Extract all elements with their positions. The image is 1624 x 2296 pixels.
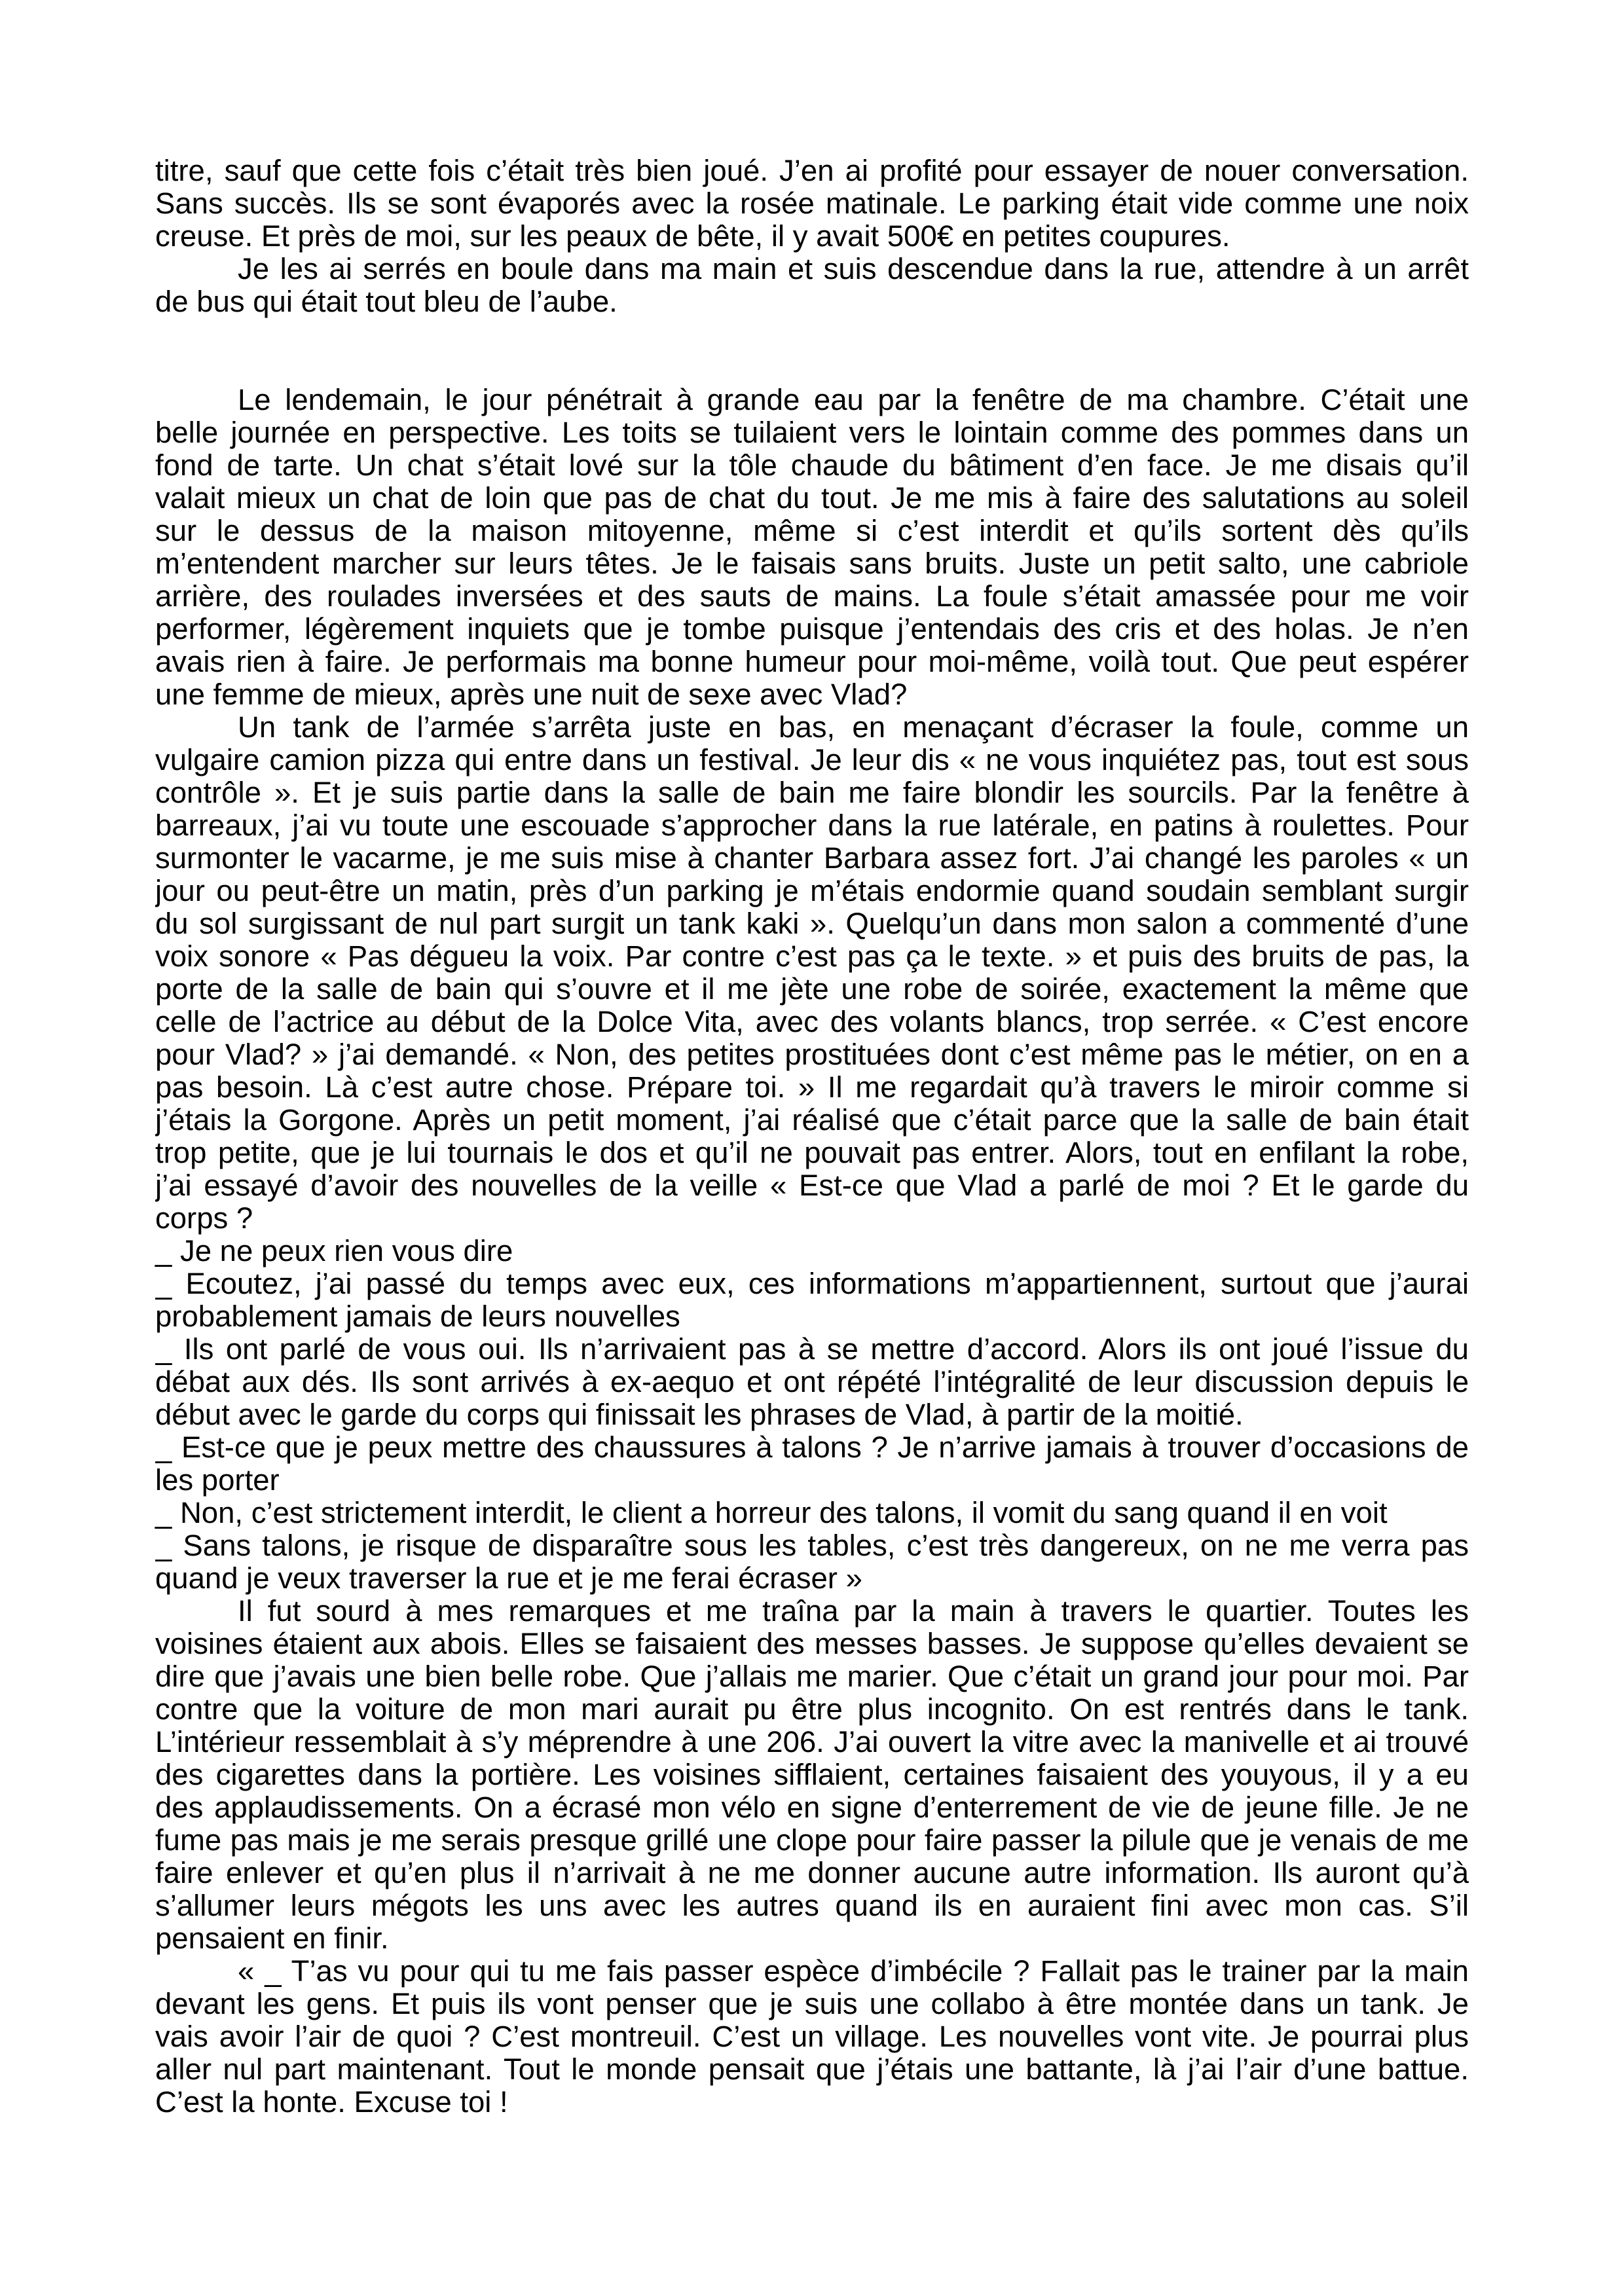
text-line: Le lendemain, le jour pénétrait à grande eau par la fenêtre de ma chambre. C’était une: [238, 384, 1469, 416]
text-line: pas besoin. Là c’est autre chose. Prépare toi. » Il me regardait qu’à travers le miroir comme si: [155, 1071, 1469, 1104]
text-line: creuse. Et près de moi, sur les peaux de bête, il y avait 500€ en petites coupures.: [155, 219, 1230, 253]
text-line: contre que la voiture de mon mari aurait pu être plus incognito. On est rentrés dans le tank.: [155, 1693, 1469, 1726]
text-line: _ Je ne peux rien vous dire: [155, 1234, 513, 1267]
text-line: pour Vlad? » j’ai demandé. « Non, des petites prostituées dont c’est même pas le métier, on en a: [155, 1038, 1469, 1071]
text-line: pensaient en finir.: [155, 1922, 389, 1955]
text-line: barreaux, j’ai vu toute une escouade s’approcher dans la rue latérale, en patins à roulettes. Pour: [155, 809, 1469, 842]
paragraph: [155, 253, 1469, 318]
text-line: devant les gens. Et puis ils vont penser que je suis une collabo à être montée dans un tank. Je: [155, 1988, 1469, 2020]
text-line: _ Ecoutez, j’ai passé du temps avec eux, ces informations m’appartiennent, surtout que j’aurai: [155, 1267, 1469, 1300]
text-line: débat aux dés. Ils sont arrivés à ex-aequo et ont répété l’intégralité de leur discussion depuis le: [155, 1366, 1469, 1398]
text-line: arrière, des roulades inversées et des sauts de mains. La foule s’était amassée pour me voir: [155, 580, 1469, 613]
text-line: _ Est-ce que je peux mettre des chaussures à talons ? Je n’arrive jamais à trouver d’occasions de: [155, 1431, 1469, 1464]
text-line: les porter: [155, 1463, 280, 1497]
text-line: j’étais la Gorgone. Après un petit moment, j’ai réalisé que c’était parce que la salle de bain était: [155, 1104, 1469, 1137]
text-line: belle journée en perspective. Les toits se tuilaient vers le lointain comme des pommes dans un: [155, 416, 1469, 449]
text-line: avais rien à faire. Je performais ma bonne humeur pour moi-même, voilà tout. Que peut espérer: [155, 646, 1469, 678]
text-line: s’allumer leurs mégots les uns avec les autres quand ils en auraient fini avec mon cas. S’il: [155, 1889, 1469, 1922]
text-line: m’entendent marcher sur leurs têtes. Je le faisais sans bruits. Juste un petit salto, une cabriole: [155, 547, 1469, 580]
text-line: vulgaire camion pizza qui entre dans un festival. Je leur dis « ne vous inquiétez pas, tout est sous: [155, 744, 1469, 776]
text-line: performer, légèrement inquiets que je tombe puisque j’entendais des cris et des holas. Je n’en: [155, 613, 1469, 646]
paragraph: [155, 384, 1469, 711]
paragraph: [155, 711, 1469, 1235]
text-line: des cigarettes dans la portière. Les voisines sifflaient, certaines faisaient des youyous, il y a eu: [155, 1758, 1469, 1791]
text-line: valait mieux un chat de loin que pas de chat du tout. Je me mis à faire des salutations au soleil: [155, 482, 1469, 515]
text-line: trop petite, que je lui tournais le dos et qu’il ne pouvait pas entrer. Alors, tout en enfilant la robe,: [155, 1137, 1469, 1169]
dialogue-line: [155, 1235, 1469, 1267]
text-line: du sol surgissant de nul part surgit un tank kaki ». Quelqu’un dans mon salon a commenté d’une: [155, 907, 1469, 940]
text-line: voisines étaient aux abois. Elles se faisaient des messes basses. Je suppose qu’elles devaient se: [155, 1628, 1469, 1660]
paragraph: [155, 1595, 1469, 1955]
text-line: jour ou peut-être un matin, près d’un parking je m’étais endormie quand soudain semblant surgir: [155, 875, 1469, 907]
text-line: probablement jamais de leurs nouvelles: [155, 1300, 680, 1333]
text-line: C’est la honte. Excuse toi !: [155, 2085, 508, 2119]
text-line: _ Ils ont parlé de vous oui. Ils n’arrivaient pas à se mettre d’accord. Alors ils ont joué l’issue du: [155, 1333, 1469, 1366]
text-line: surmonter le vacarme, je me suis mise à chanter Barbara assez fort. J’ai changé les paroles « un: [155, 842, 1469, 875]
text-line: sur le dessus de la maison mitoyenne, même si c’est interdit et qu’ils sortent dès qu’ils: [155, 515, 1469, 547]
text-line: faire enlever et qu’en plus il n’arrivait à ne me donner aucune autre information. Ils auront qu’à: [155, 1857, 1469, 1889]
text-line: celle de l’actrice au début de la Dolce Vita, avec des volants blancs, trop serrée. « C’est encore: [155, 1006, 1469, 1038]
dialogue-line: [155, 1333, 1469, 1431]
text-line: _ Sans talons, je risque de disparaître sous les tables, c’est très dangereux, on ne me verra pas: [155, 1529, 1469, 1562]
text-line: une femme de mieux, après une nuit de sexe avec Vlad?: [155, 678, 908, 711]
document-page: [155, 155, 1469, 2119]
text-line: contrôle ». Et je suis partie dans la salle de bain me faire blondir les sourcils. Par la fenêtre à: [155, 776, 1469, 809]
text-line: corps ?: [155, 1201, 253, 1235]
text-line: titre, sauf que cette fois c’était très bien joué. J’en ai profité pour essayer de nouer conversation.: [155, 155, 1469, 187]
section-break: [155, 318, 1469, 384]
text-line: quand je veux traverser la rue et je me ferai écraser »: [155, 1561, 862, 1595]
text-line: voix sonore « Pas dégueu la voix. Par contre c’est pas ça le texte. » et puis des bruits de pas, la: [155, 940, 1469, 973]
text-line: aller nul part maintenant. Tout le monde pensait que j’étais une battante, là j’ai l’air d’une battue.: [155, 2053, 1469, 2086]
text-line: j’ai essayé d’avoir des nouvelles de la veille « Est-ce que Vlad a parlé de moi ? Et le garde du: [155, 1169, 1469, 1202]
text-line: fume pas mais je me serais presque grillé une clope pour faire passer la pilule que je venais de me: [155, 1824, 1469, 1857]
paragraph: [155, 155, 1469, 253]
text-line: vais avoir l’air de quoi ? C’est montreuil. C’est un village. Les nouvelles vont vite. Je pourrai plus: [155, 2020, 1469, 2053]
text-line: L’intérieur ressemblait à s’y méprendre à une 206. J’ai ouvert la vitre avec la manivelle et ai trouvé: [155, 1726, 1469, 1758]
text-line: début avec le garde du corps qui finissait les phrases de Vlad, à partir de la moitié.: [155, 1398, 1244, 1431]
text-line: Il fut sourd à mes remarques et me traîna par la main à travers le quartier. Toutes les: [238, 1595, 1469, 1628]
dialogue-line: [155, 1497, 1469, 1529]
text-line: de bus qui était tout bleu de l’aube.: [155, 285, 618, 318]
text-line: fond de tarte. Un chat s’était lové sur la tôle chaude du bâtiment d’en face. Je me disais qu’il: [155, 449, 1469, 482]
text-line: porte de la salle de bain qui s’ouvre et il me jète une robe de soirée, exactement la même que: [155, 973, 1469, 1006]
dialogue-line: [155, 1431, 1469, 1497]
paragraph: [155, 1955, 1469, 2119]
text-line: _ Non, c’est strictement interdit, le client a horreur des talons, il vomit du sang quand il en voit: [155, 1496, 1388, 1529]
text-line: Je les ai serrés en boule dans ma main et suis descendue dans la rue, attendre à un arrêt: [238, 253, 1469, 285]
text-line: Un tank de l’armée s’arrêta juste en bas, en menaçant d’écraser la foule, comme un: [238, 711, 1469, 744]
text-line: Sans succès. Ils se sont évaporés avec la rosée matinale. Le parking était vide comme une noix: [155, 187, 1469, 220]
text-line: « _ T’as vu pour qui tu me fais passer espèce d’imbécile ? Fallait pas le trainer par la main: [238, 1955, 1469, 1988]
text-line: dire que j’avais une bien belle robe. Que j’allais me marier. Que c’était un grand jour pour moi. Par: [155, 1660, 1469, 1693]
dialogue-line: [155, 1267, 1469, 1333]
dialogue-line: [155, 1529, 1469, 1595]
text-line: des applaudissements. On a écrasé mon vélo en signe d’enterrement de vie de jeune fille. Je ne: [155, 1791, 1469, 1824]
